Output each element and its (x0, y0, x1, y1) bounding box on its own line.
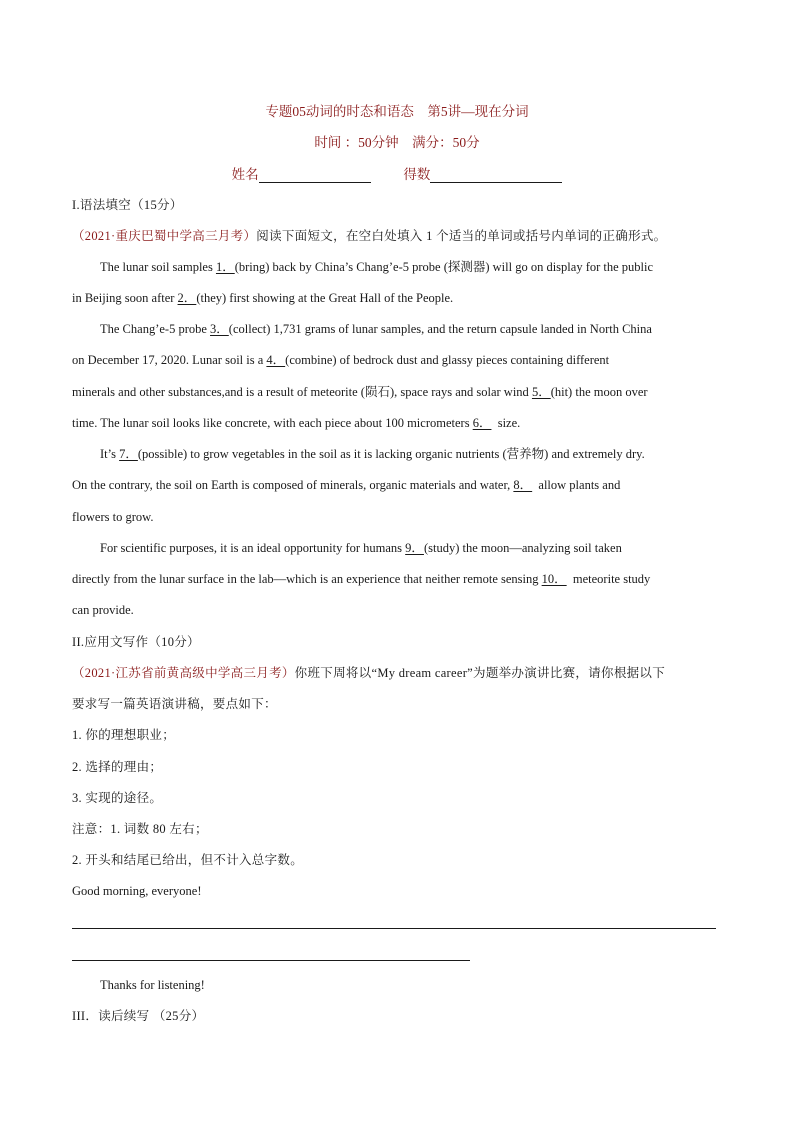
section1-source: （2021·重庆巴蜀中学高三月考） (72, 229, 257, 243)
opening-sentence: Good morning, everyone! (72, 884, 202, 898)
section1-instruction-row (72, 227, 722, 245)
name-label: 姓名 (231, 167, 259, 182)
blank-5[interactable]: 5． (531, 385, 551, 399)
score-field[interactable] (430, 168, 562, 183)
passage-line: on December 17, 2020. Lunar soil is a 4．(combine) of bedrock dust and glassy pieces containing different (72, 353, 610, 367)
blank-9[interactable]: 9． (405, 541, 424, 555)
passage-line: minerals and other substances,and is a result of meteorite (陨石), space rays and solar wind 5．(hit) the moon over (72, 385, 648, 399)
name-field[interactable] (259, 168, 371, 183)
blank-8[interactable]: 8． (513, 478, 533, 492)
worksheet-title: 专题05动词的时态和语态 第5讲—现在分词 (265, 104, 529, 119)
score-label: 得数 (403, 167, 431, 182)
passage-line: For scientific purposes, it is an ideal opportunity for humans 9．(study) the moon—analyzing soil taken (100, 541, 622, 555)
blank-10[interactable]: 10． (541, 572, 567, 586)
section2-source: （2021·江苏省前黄高级中学高三月考） (72, 666, 295, 680)
passage-line: directly from the lunar surface in the lab—which is an experience that neither remote sensing 10． meteorite study (72, 572, 651, 586)
passage-line: The Chang’e-5 probe 3．(collect) 1,731 grams of lunar samples, and the return capsule landed in North China (100, 322, 652, 336)
section2-instruction-row (72, 664, 722, 682)
section2-heading: II.应用文写作（10分） (72, 635, 200, 649)
passage-line: can provide. (72, 603, 134, 617)
blank-7[interactable]: 7． (119, 447, 138, 461)
passage-line: It’s 7．(possible) to grow vegetables in the soil as it is lacking organic nutrients (营养物) and extremely dry. (100, 447, 645, 461)
section3-heading: III．读后续写 （25分） (72, 1009, 205, 1023)
time-info: 时间 ：50分钟 满分：50分 (314, 135, 480, 150)
name-score-row (0, 163, 794, 183)
passage-line: flowers to grow. (72, 510, 154, 524)
writing-line[interactable] (72, 960, 470, 961)
note-1: 注意：1. 词数 80 左右； (72, 822, 208, 836)
section2-instruction-cont: 要求写一篇英语演讲稿，要点如下： (72, 697, 277, 711)
point-3: 3. 实现的途径。 (72, 791, 163, 805)
blank-1[interactable]: 1． (215, 260, 235, 274)
point-2: 2. 选择的理由； (72, 760, 163, 774)
passage-line: The lunar soil samples 1．(bring) back by China’s Chang’e-5 probe (探测器) will go on display for the public (100, 260, 654, 274)
blank-6[interactable]: 6． (472, 416, 492, 430)
section1-instruction: 阅读下面短文，在空白处填入 1 个适当的单词或括号内单词的正确形式。 (256, 229, 667, 243)
passage-line: time. The lunar soil looks like concrete, with each piece about 100 micrometers 6． size. (72, 416, 521, 430)
point-1: 1. 你的理想职业； (72, 728, 176, 742)
blank-4[interactable]: 4． (266, 353, 286, 367)
blank-3[interactable]: 3． (210, 322, 229, 336)
closing-sentence: Thanks for listening! (100, 978, 205, 992)
note-2: 2. 开头和结尾已给出，但不计入总字数。 (72, 853, 304, 867)
section2-instruction: 你班下周将以“My dream career”为题举办演讲比赛，请你根据以下 (294, 666, 666, 680)
blank-2[interactable]: 2． (177, 291, 197, 305)
section1-heading: I.语法填空（15分） (72, 198, 183, 212)
writing-line[interactable] (72, 928, 716, 929)
passage-line: in Beijing soon after 2．(they) first showing at the Great Hall of the People. (72, 291, 454, 305)
passage-line: On the contrary, the soil on Earth is composed of minerals, organic materials and water, 8． allow plants and (72, 478, 621, 492)
